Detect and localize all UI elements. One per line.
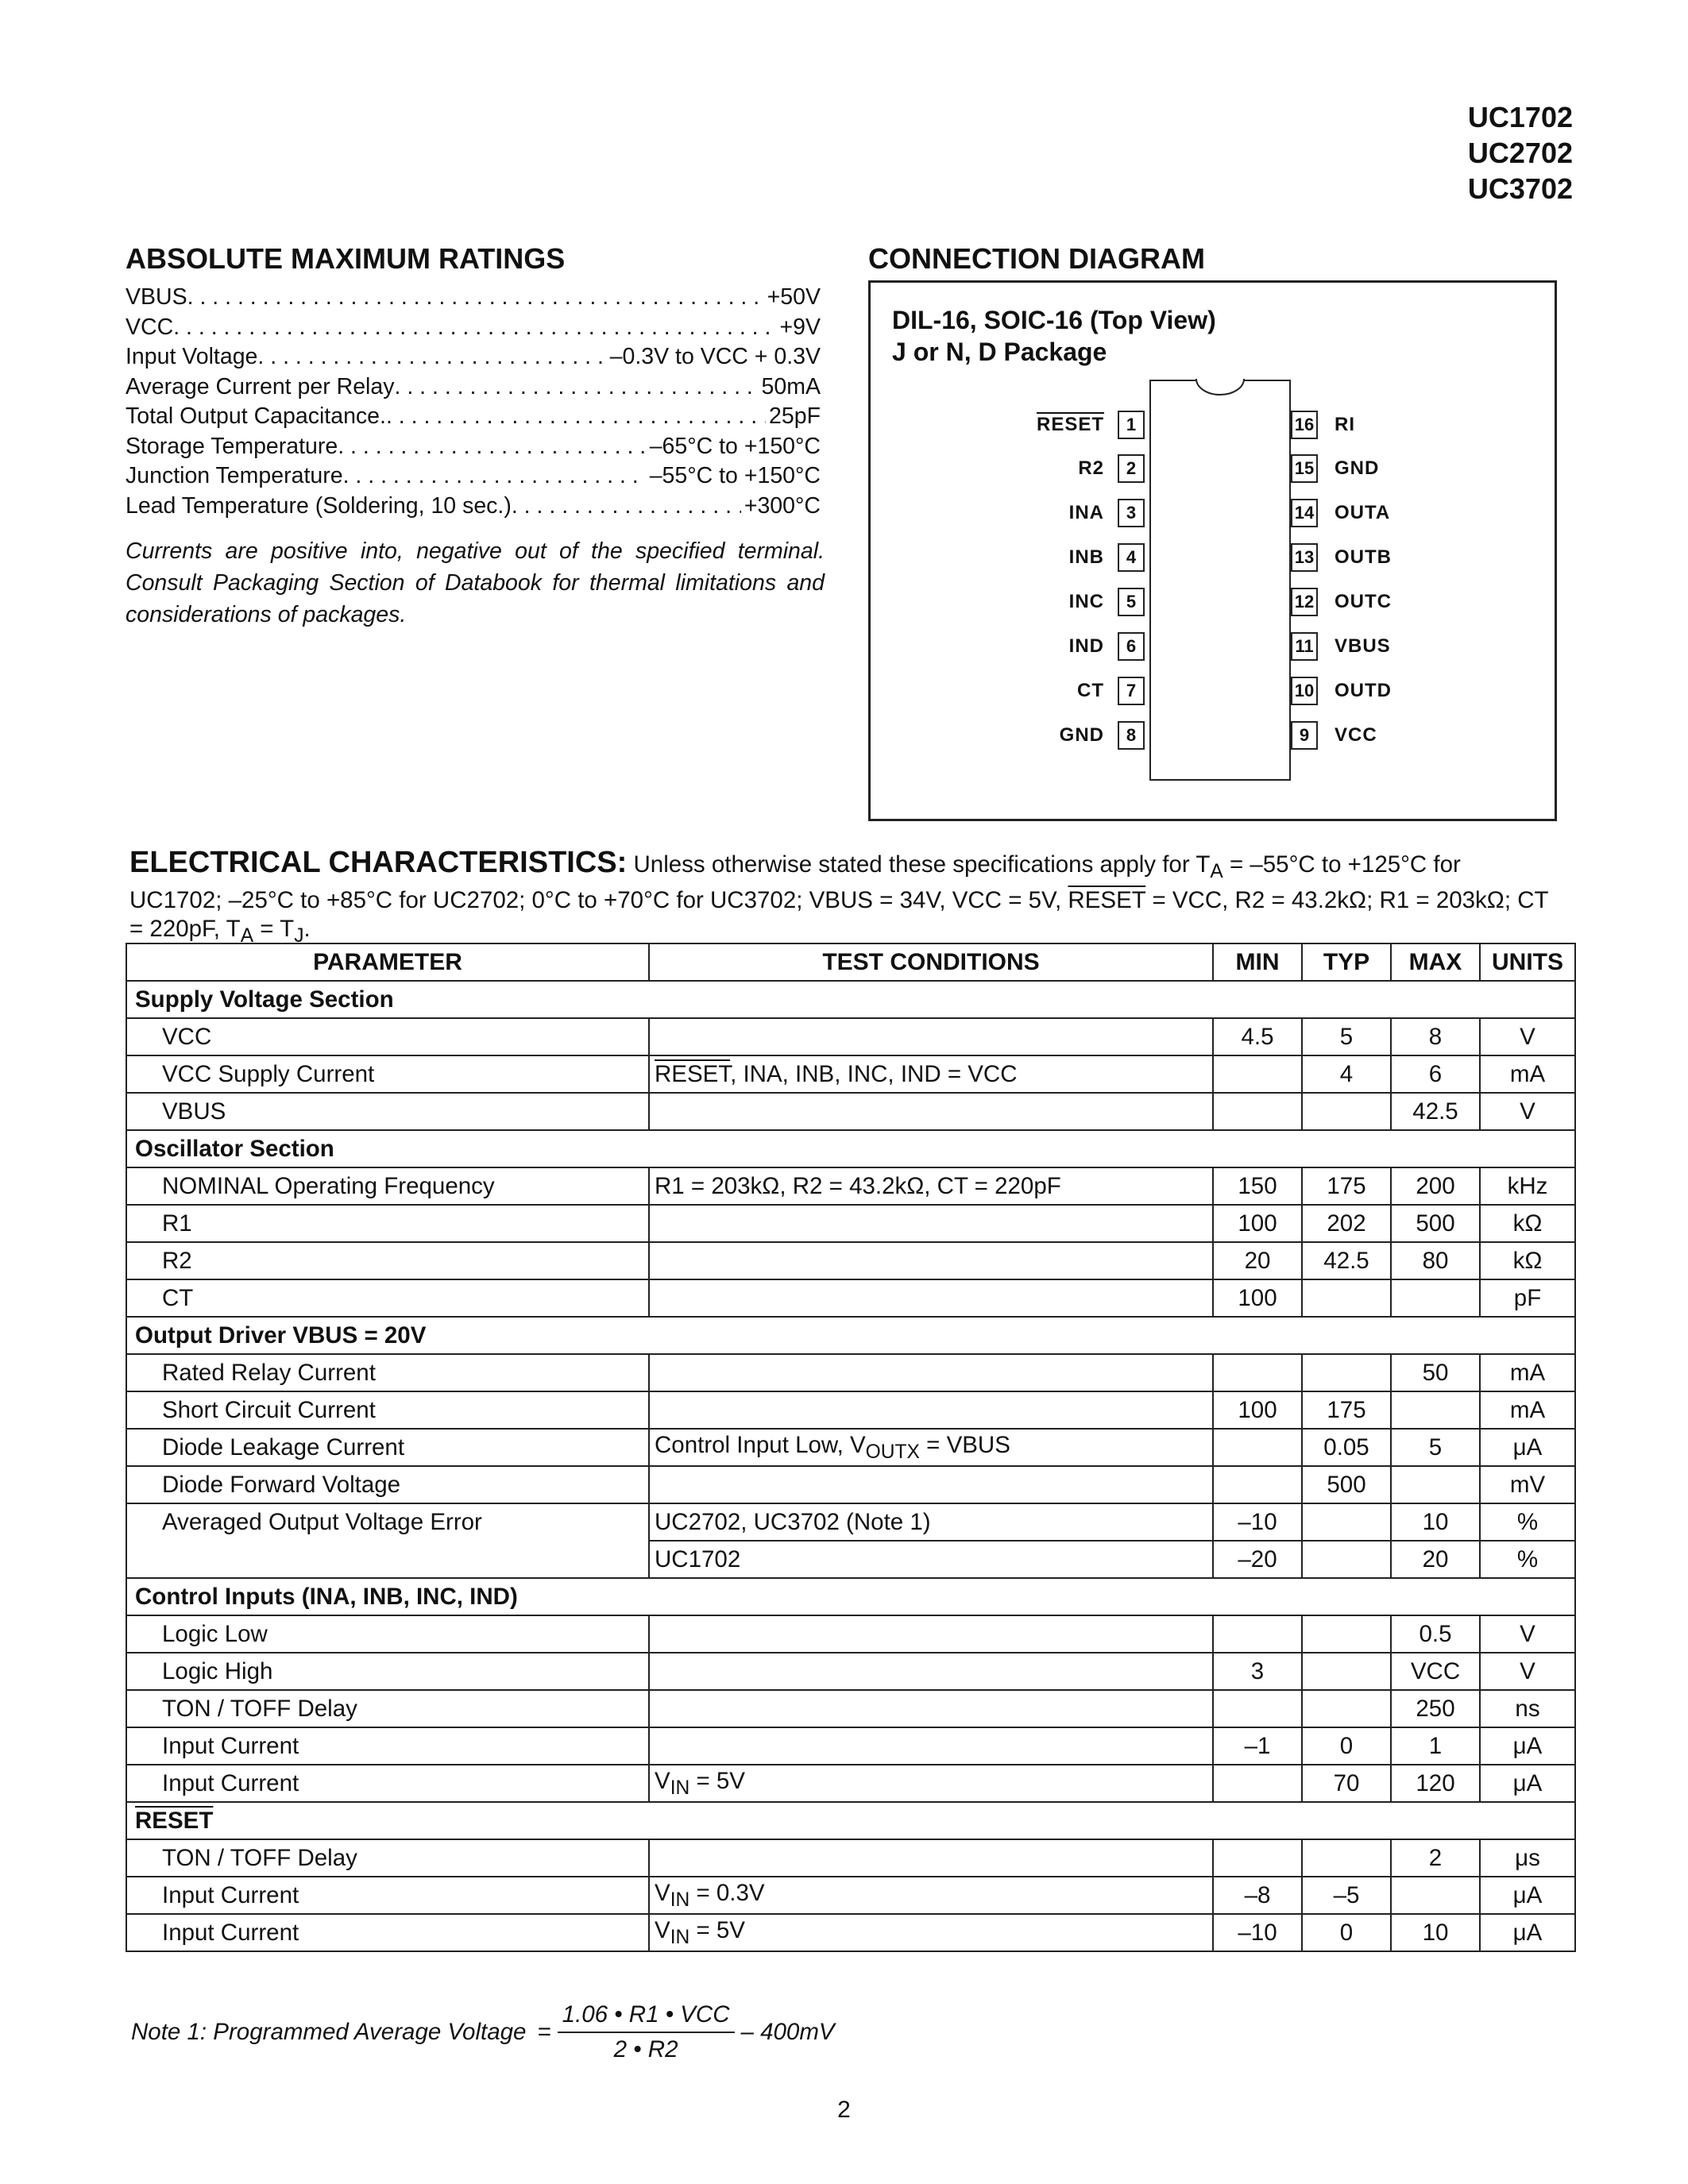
abs-max-value: 50mA bbox=[761, 373, 821, 399]
pin-number: 11 bbox=[1291, 632, 1318, 661]
conditions-text: V bbox=[655, 1879, 670, 1906]
conditions-cell bbox=[649, 1727, 1213, 1765]
leader-dots bbox=[173, 313, 776, 343]
pin-label: CT bbox=[1077, 680, 1104, 701]
units-cell: μA bbox=[1480, 1914, 1575, 1951]
conditions-cell bbox=[649, 1877, 1213, 1914]
abs-max-value: +50V bbox=[767, 284, 821, 310]
conditions-text: = 0.3V bbox=[689, 1879, 765, 1906]
pin-label: VCC bbox=[1335, 724, 1377, 746]
conditions-cell bbox=[649, 1839, 1213, 1877]
subscript: J bbox=[294, 924, 304, 947]
subscript: A bbox=[1210, 860, 1223, 882]
subscript: IN bbox=[670, 1777, 690, 1799]
conditions-text: Control Input Low, V bbox=[655, 1431, 866, 1458]
page-number: 2 bbox=[837, 2097, 851, 2123]
max-cell: 250 bbox=[1391, 1690, 1480, 1727]
pin-label: R2 bbox=[1078, 457, 1104, 479]
units-cell: pF bbox=[1480, 1279, 1575, 1317]
pin-number: 10 bbox=[1291, 677, 1318, 705]
parameter-cell: Input Current bbox=[126, 1914, 649, 1951]
max-cell: 8 bbox=[1391, 1018, 1480, 1055]
min-cell: –1 bbox=[1213, 1727, 1302, 1765]
typ-cell bbox=[1302, 1839, 1391, 1877]
units-cell: μA bbox=[1480, 1429, 1575, 1466]
column-header: UNITS bbox=[1480, 943, 1575, 981]
connection-diagram-title: CONNECTION DIAGRAM bbox=[868, 242, 1205, 275]
conditions-cell bbox=[649, 1093, 1213, 1130]
units-cell: kHz bbox=[1480, 1167, 1575, 1205]
table-row bbox=[126, 1242, 1575, 1279]
conditions-cell bbox=[649, 1466, 1213, 1503]
pin-number: 16 bbox=[1291, 411, 1318, 439]
table-row bbox=[126, 1765, 1575, 1802]
column-header: MAX bbox=[1391, 943, 1480, 981]
section-title-cell bbox=[126, 1802, 1575, 1839]
table-row bbox=[126, 1167, 1575, 1205]
abs-max-row bbox=[126, 402, 821, 432]
min-cell bbox=[1213, 1615, 1302, 1653]
typ-cell: 500 bbox=[1302, 1466, 1391, 1503]
conditions-cell bbox=[649, 1690, 1213, 1727]
leader-dots bbox=[394, 372, 758, 403]
table-row bbox=[126, 1877, 1575, 1914]
note-prefix: Note 1: Programmed Average Voltage bbox=[131, 2019, 527, 2045]
max-cell: 0.5 bbox=[1391, 1615, 1480, 1653]
parameter-cell: Short Circuit Current bbox=[126, 1391, 649, 1429]
min-cell: 100 bbox=[1213, 1391, 1302, 1429]
units-cell: V bbox=[1480, 1615, 1575, 1653]
units-cell: V bbox=[1480, 1018, 1575, 1055]
typ-cell bbox=[1302, 1354, 1391, 1391]
typ-cell: 70 bbox=[1302, 1765, 1391, 1802]
min-cell: –10 bbox=[1213, 1503, 1302, 1541]
min-cell bbox=[1213, 1839, 1302, 1877]
conditions-text: , INA, INB, INC, IND = VCC bbox=[730, 1060, 1018, 1087]
conditions-cell bbox=[649, 1354, 1213, 1391]
pin-label: GND bbox=[1335, 457, 1380, 479]
pin-label: OUTD bbox=[1335, 680, 1392, 701]
typ-cell bbox=[1302, 1093, 1391, 1130]
leader-dots bbox=[386, 402, 766, 432]
conditions-cell bbox=[649, 1765, 1213, 1802]
subscript: OUTX bbox=[865, 1441, 920, 1463]
typ-cell bbox=[1302, 1653, 1391, 1690]
max-cell bbox=[1391, 1877, 1480, 1914]
parameter-cell: Averaged Output Voltage Error bbox=[126, 1503, 649, 1541]
table-row bbox=[126, 1653, 1575, 1690]
abs-max-value: –0.3V to VCC + 0.3V bbox=[609, 344, 821, 369]
abs-max-row bbox=[126, 492, 821, 522]
typ-cell: 202 bbox=[1302, 1205, 1391, 1242]
table-row bbox=[126, 1354, 1575, 1391]
table-row bbox=[126, 1541, 1575, 1578]
units-cell: μs bbox=[1480, 1839, 1575, 1877]
conditions-text: = T bbox=[253, 915, 295, 942]
abs-max-row bbox=[126, 461, 821, 492]
conditions-text: = VBUS bbox=[919, 1431, 1010, 1458]
conditions-text: = VCC, R2 = 43.2kΩ; R1 = 203kΩ; CT = 220pF, T bbox=[129, 886, 1549, 942]
parameter-cell: R2 bbox=[126, 1242, 649, 1279]
column-header: TYP bbox=[1302, 943, 1391, 981]
conditions-cell: UC2702, UC3702 (Note 1) bbox=[649, 1503, 1213, 1541]
pin-number: 2 bbox=[1118, 454, 1145, 483]
abs-max-row bbox=[126, 372, 821, 403]
formula-numerator: 1.06 • R1 • VCC bbox=[558, 2001, 735, 2033]
abs-max-label: VCC bbox=[126, 314, 174, 340]
typ-cell: 175 bbox=[1302, 1391, 1391, 1429]
conditions-cell bbox=[649, 1279, 1213, 1317]
pin-number: 5 bbox=[1118, 588, 1145, 616]
abs-max-row bbox=[126, 313, 821, 343]
section-row bbox=[126, 981, 1575, 1018]
max-cell: 6 bbox=[1391, 1055, 1480, 1093]
section-row bbox=[126, 1317, 1575, 1354]
pin-label: RI bbox=[1335, 414, 1355, 435]
min-cell: –10 bbox=[1213, 1914, 1302, 1951]
conditions-cell bbox=[649, 1429, 1213, 1466]
min-cell bbox=[1213, 1093, 1302, 1130]
table-row bbox=[126, 1205, 1575, 1242]
pin-label: OUTC bbox=[1335, 591, 1392, 612]
electrical-characteristics-heading bbox=[129, 848, 1559, 951]
typ-cell: 0.05 bbox=[1302, 1429, 1391, 1466]
package-line: J or N, D Package bbox=[892, 338, 1107, 366]
table-row bbox=[126, 1914, 1575, 1951]
max-cell: 10 bbox=[1391, 1914, 1480, 1951]
table-row bbox=[126, 1615, 1575, 1653]
conditions-text: RESET bbox=[1068, 886, 1146, 913]
abs-max-label: Junction Temperature bbox=[126, 463, 343, 488]
conditions-text: = 5V bbox=[689, 1916, 745, 1943]
units-cell: ns bbox=[1480, 1690, 1575, 1727]
package-description bbox=[892, 304, 1216, 368]
min-cell: –20 bbox=[1213, 1541, 1302, 1578]
pin-label: INB bbox=[1068, 546, 1104, 568]
table-row bbox=[126, 1093, 1575, 1130]
pin-number: 8 bbox=[1118, 721, 1145, 750]
leader-dots bbox=[343, 461, 647, 492]
abs-max-note: Currents are positive into, negative out of the specified terminal. Consult Packaging Section of Databook for thermal limitations and considerations of packages. bbox=[126, 538, 825, 627]
units-cell: kΩ bbox=[1480, 1205, 1575, 1242]
section-title: Oscillator Section bbox=[126, 1130, 1575, 1167]
table-row bbox=[126, 1727, 1575, 1765]
abs-max-value: –65°C to +150°C bbox=[649, 433, 821, 459]
abs-max-row bbox=[126, 432, 821, 462]
min-cell: 3 bbox=[1213, 1653, 1302, 1690]
min-cell: 100 bbox=[1213, 1279, 1302, 1317]
conditions-cell bbox=[649, 1653, 1213, 1690]
section-title: Supply Voltage Section bbox=[126, 981, 1575, 1018]
units-cell: kΩ bbox=[1480, 1242, 1575, 1279]
pin-label: OUTB bbox=[1335, 546, 1392, 568]
pin-number: 7 bbox=[1118, 677, 1145, 705]
conditions-cell: R1 = 203kΩ, R2 = 43.2kΩ, CT = 220pF bbox=[649, 1167, 1213, 1205]
parameter-cell: VCC Supply Current bbox=[126, 1055, 649, 1093]
min-cell bbox=[1213, 1765, 1302, 1802]
max-cell bbox=[1391, 1279, 1480, 1317]
table-row bbox=[126, 1429, 1575, 1466]
pin-label: OUTA bbox=[1335, 502, 1391, 523]
formula-denominator: 2 • R2 bbox=[613, 2036, 678, 2062]
pin-label: RESET bbox=[1036, 414, 1104, 435]
units-cell: μA bbox=[1480, 1727, 1575, 1765]
typ-cell bbox=[1302, 1503, 1391, 1541]
parameter-cell: CT bbox=[126, 1279, 649, 1317]
abs-max-list bbox=[126, 283, 821, 521]
min-cell bbox=[1213, 1466, 1302, 1503]
pin-number: 3 bbox=[1118, 499, 1145, 527]
conditions-text: . bbox=[303, 915, 311, 942]
package-line: DIL-16, SOIC-16 (Top View) bbox=[892, 306, 1216, 334]
conditions-text: V bbox=[655, 1916, 670, 1943]
min-cell: –8 bbox=[1213, 1877, 1302, 1914]
abs-max-value: –55°C to +150°C bbox=[649, 463, 821, 488]
parameter-cell: VBUS bbox=[126, 1093, 649, 1130]
max-cell: 500 bbox=[1391, 1205, 1480, 1242]
conditions-cell bbox=[649, 1914, 1213, 1951]
max-cell bbox=[1391, 1391, 1480, 1429]
parameter-cell: VCC bbox=[126, 1018, 649, 1055]
section-row bbox=[126, 1578, 1575, 1615]
pin-label: VBUS bbox=[1335, 635, 1391, 657]
abs-max-row bbox=[126, 283, 821, 313]
max-cell: 80 bbox=[1391, 1242, 1480, 1279]
parameter-cell: Input Current bbox=[126, 1727, 649, 1765]
units-cell: V bbox=[1480, 1093, 1575, 1130]
parameter-cell: NOMINAL Operating Frequency bbox=[126, 1167, 649, 1205]
typ-cell: 5 bbox=[1302, 1018, 1391, 1055]
conditions-cell bbox=[649, 1615, 1213, 1653]
units-cell: mA bbox=[1480, 1391, 1575, 1429]
min-cell bbox=[1213, 1354, 1302, 1391]
formula-fraction bbox=[558, 2001, 735, 2063]
section-title: Output Driver VBUS = 20V bbox=[126, 1317, 1575, 1354]
leader-dots bbox=[257, 342, 606, 372]
overline-text: RESET bbox=[655, 1060, 731, 1087]
pin-label: GND bbox=[1059, 724, 1104, 746]
pin-number: 15 bbox=[1291, 454, 1318, 483]
table-row bbox=[126, 1690, 1575, 1727]
abs-max-label: Storage Temperature bbox=[126, 433, 338, 459]
units-cell: mA bbox=[1480, 1354, 1575, 1391]
part-number: UC2702 bbox=[1467, 137, 1573, 169]
pin-number: 6 bbox=[1118, 632, 1145, 661]
max-cell: 2 bbox=[1391, 1839, 1480, 1877]
section-title: RESET bbox=[135, 1807, 214, 1834]
equals-sign: = bbox=[537, 2019, 551, 2045]
units-cell: % bbox=[1480, 1541, 1575, 1578]
typ-cell: 175 bbox=[1302, 1167, 1391, 1205]
max-cell: 10 bbox=[1391, 1503, 1480, 1541]
max-cell: 1 bbox=[1391, 1727, 1480, 1765]
min-cell: 4.5 bbox=[1213, 1018, 1302, 1055]
parameter-cell: TON / TOFF Delay bbox=[126, 1839, 649, 1877]
units-cell: V bbox=[1480, 1653, 1575, 1690]
pin-label: IND bbox=[1068, 635, 1104, 657]
section-row bbox=[126, 1130, 1575, 1167]
max-cell: VCC bbox=[1391, 1653, 1480, 1690]
max-cell: 50 bbox=[1391, 1354, 1480, 1391]
table-row bbox=[126, 1055, 1575, 1093]
max-cell: 200 bbox=[1391, 1167, 1480, 1205]
typ-cell: –5 bbox=[1302, 1877, 1391, 1914]
conditions-cell bbox=[649, 1018, 1213, 1055]
conditions-cell bbox=[649, 1391, 1213, 1429]
subscript: A bbox=[240, 924, 254, 947]
min-cell: 150 bbox=[1213, 1167, 1302, 1205]
section-title: Control Inputs (INA, INB, INC, IND) bbox=[126, 1578, 1575, 1615]
part-number: UC3702 bbox=[1467, 172, 1573, 205]
abs-max-label: Lead Temperature (Soldering, 10 sec.) bbox=[126, 492, 512, 519]
pin-number: 4 bbox=[1118, 543, 1145, 572]
subscript: IN bbox=[670, 1889, 690, 1911]
typ-cell bbox=[1302, 1279, 1391, 1317]
parameter-cell: Input Current bbox=[126, 1765, 649, 1802]
table-row bbox=[126, 1466, 1575, 1503]
table-row bbox=[126, 1503, 1575, 1541]
typ-cell bbox=[1302, 1615, 1391, 1653]
column-header: TEST CONDITIONS bbox=[649, 943, 1213, 981]
pin-number: 12 bbox=[1291, 588, 1318, 616]
conditions-text: = 5V bbox=[689, 1767, 745, 1794]
parameter-cell: Rated Relay Current bbox=[126, 1354, 649, 1391]
table-row bbox=[126, 1391, 1575, 1429]
leader-dots bbox=[512, 492, 741, 522]
pin-number: 13 bbox=[1291, 543, 1318, 572]
max-cell bbox=[1391, 1466, 1480, 1503]
abs-max-value: 25pF bbox=[769, 403, 821, 429]
conditions-text: V bbox=[655, 1767, 670, 1794]
electrical-characteristics-title: ELECTRICAL CHARACTERISTICS: bbox=[129, 846, 628, 879]
column-header: PARAMETER bbox=[126, 943, 649, 981]
max-cell: 120 bbox=[1391, 1765, 1480, 1802]
typ-cell: 42.5 bbox=[1302, 1242, 1391, 1279]
units-cell: μA bbox=[1480, 1765, 1575, 1802]
table-row bbox=[126, 1279, 1575, 1317]
max-cell: 20 bbox=[1391, 1541, 1480, 1578]
pin-number: 9 bbox=[1291, 721, 1318, 750]
ic-package-body bbox=[1149, 380, 1291, 781]
parameter-cell: Logic Low bbox=[126, 1615, 649, 1653]
section-row bbox=[126, 1802, 1575, 1839]
units-cell: mA bbox=[1480, 1055, 1575, 1093]
abs-max-label: Input Voltage bbox=[126, 344, 258, 369]
units-cell: mV bbox=[1480, 1466, 1575, 1503]
parameter-cell: Input Current bbox=[126, 1877, 649, 1914]
min-cell: 20 bbox=[1213, 1242, 1302, 1279]
pin-label: INC bbox=[1068, 591, 1104, 612]
typ-cell: 0 bbox=[1302, 1727, 1391, 1765]
abs-max-label: Total Output Capacitance. bbox=[126, 403, 386, 429]
max-cell: 42.5 bbox=[1391, 1093, 1480, 1130]
subscript: IN bbox=[670, 1926, 690, 1948]
conditions-cell: UC1702 bbox=[649, 1541, 1213, 1578]
table-row bbox=[126, 1839, 1575, 1877]
pin-label: INA bbox=[1068, 502, 1104, 523]
min-cell bbox=[1213, 1055, 1302, 1093]
abs-max-value: +9V bbox=[779, 314, 821, 340]
conditions-cell bbox=[649, 1205, 1213, 1242]
typ-cell: 0 bbox=[1302, 1914, 1391, 1951]
max-cell: 5 bbox=[1391, 1429, 1480, 1466]
pin-number: 14 bbox=[1291, 499, 1318, 527]
parameter-cell: R1 bbox=[126, 1205, 649, 1242]
abs-max-title: ABSOLUTE MAXIMUM RATINGS bbox=[126, 242, 566, 275]
conditions-cell bbox=[649, 1055, 1213, 1093]
table-row bbox=[126, 1018, 1575, 1055]
column-header: MIN bbox=[1213, 943, 1302, 981]
typ-cell bbox=[1302, 1690, 1391, 1727]
table-header-row bbox=[126, 943, 1575, 981]
min-cell: 100 bbox=[1213, 1205, 1302, 1242]
leader-dots bbox=[338, 432, 646, 462]
note-1 bbox=[131, 2001, 835, 2063]
parameter-cell: Diode Forward Voltage bbox=[126, 1466, 649, 1503]
abs-max-row bbox=[126, 342, 821, 372]
conditions-text: = –55°C to +125°C for UC1702; –25°C to +85°C for UC2702; 0°C to +70°C for UC3702; VBUS = 34V, VCC = 5V, bbox=[129, 851, 1461, 913]
conditions-text: Unless otherwise stated these specifications apply for T bbox=[627, 851, 1211, 878]
abs-max-label: VBUS bbox=[126, 284, 187, 310]
part-number: UC1702 bbox=[1467, 101, 1573, 133]
electrical-characteristics-table bbox=[126, 943, 1576, 1952]
pin-number: 1 bbox=[1118, 411, 1145, 439]
min-cell bbox=[1213, 1429, 1302, 1466]
abs-max-label: Average Current per Relay bbox=[126, 373, 395, 399]
parameter-cell: TON / TOFF Delay bbox=[126, 1690, 649, 1727]
part-number-list bbox=[1468, 99, 1573, 206]
parameter-cell: Logic High bbox=[126, 1653, 649, 1690]
min-cell bbox=[1213, 1690, 1302, 1727]
pin1-notch-icon bbox=[1196, 378, 1245, 397]
conditions-cell bbox=[649, 1242, 1213, 1279]
formula-suffix: – 400mV bbox=[740, 2019, 835, 2045]
abs-max-value: +300°C bbox=[744, 492, 821, 519]
typ-cell: 4 bbox=[1302, 1055, 1391, 1093]
parameter-cell bbox=[126, 1541, 649, 1578]
units-cell: % bbox=[1480, 1503, 1575, 1541]
leader-dots bbox=[187, 283, 764, 313]
units-cell: μA bbox=[1480, 1877, 1575, 1914]
parameter-cell: Diode Leakage Current bbox=[126, 1429, 649, 1466]
typ-cell bbox=[1302, 1541, 1391, 1578]
